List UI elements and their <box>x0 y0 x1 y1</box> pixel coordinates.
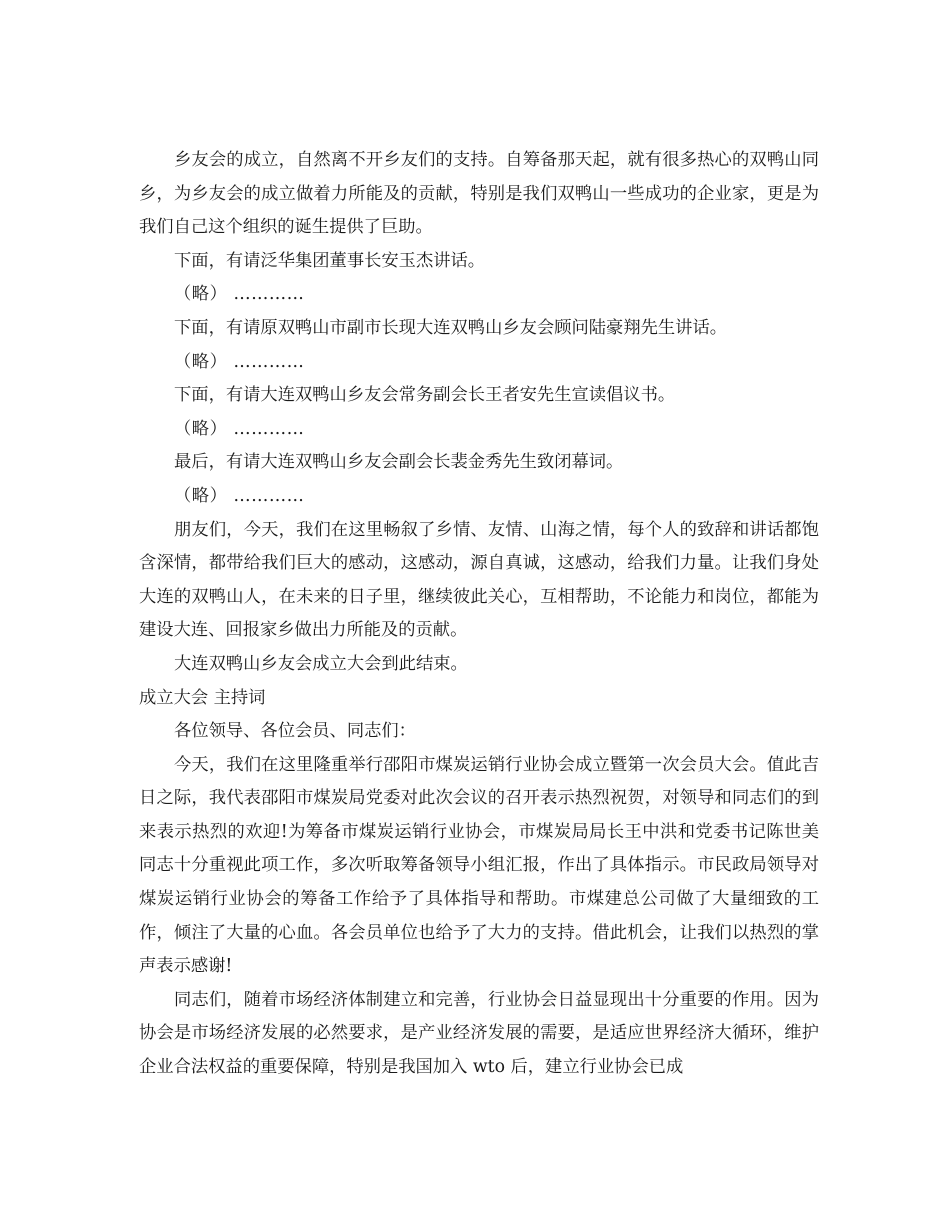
paragraph: 下面，有请原双鸭山市副市长现大连双鸭山乡友会顾问陆豪翔先生讲话。 <box>174 317 728 338</box>
paragraph: 最后，有请大连双鸭山乡友会副会长裴金秀先生致闭幕词。 <box>174 452 624 473</box>
paragraph: 今天，我们在这里隆重举行邵阳市煤炭运销行业协会成立暨第一次会员大会。值此吉日之际，我代表邵阳市煤炭局党委对此次会议的召开表示热烈祝贺，对领导和同志们的到来表示热烈的欢迎!为筹备市煤炭运销行业协会，市煤炭局局长王中洪和党委书记陈世美同志十分重视此项工作，多次听取筹备领导小组汇报，作出了具体指示。市民政局领导对煤炭运销行业协会的筹备工作给予了具体指导和帮助。市煤建总公司做了大量细致的工作，倾注了大量的心血。各会员单位也给予了大力的支持。借此机会，让我们以热烈的掌声表示感谢! <box>139 754 819 977</box>
omitted-speech: （略） ………… <box>174 284 305 305</box>
section-heading: 成立大会 主持词 <box>139 687 266 708</box>
omitted-speech: （略） ………… <box>174 418 305 439</box>
paragraph: 乡友会的成立，自然离不开乡友们的支持。自筹备那天起，就有很多热心的双鸭山同乡，为乡友会的成立做着力所能及的贡献，特别是我们双鸭山一些成功的企业家，更是为我们自己这个组织的诞生提供了巨助。 <box>139 150 819 238</box>
document-body <box>139 144 819 1085</box>
paragraph: 下面，有请泛华集团董事长安玉杰讲话。 <box>174 250 486 271</box>
paragraph: 下面，有请大连双鸭山乡友会常务副会长王者安先生宣读倡议书。 <box>174 385 676 406</box>
paragraph: 大连双鸭山乡友会成立大会到此结束。 <box>174 653 468 674</box>
salutation: 各位领导、各位会员、同志们： <box>174 721 416 742</box>
paragraph: 同志们，随着市场经济体制建立和完善，行业协会日益显现出十分重要的作用。因为协会是市场经济发展的必然要求，是产业经济发展的需要，是适应世界经济大循环，维护企业合法权益的重要保障，特别是我国加入 wto 后，建立行业协会已成 <box>139 989 819 1078</box>
omitted-speech: （略） ………… <box>174 351 305 372</box>
omitted-speech: （略） ………… <box>174 485 305 506</box>
paragraph: 朋友们，今天，我们在这里畅叙了乡情、友情、山海之情，每个人的致辞和讲话都饱含深情，都带给我们巨大的感动，这感动，源自真诚，这感动，给我们力量。让我们身处大连的双鸭山人，在未来的日子里，继续彼此关心，互相帮助，不论能力和岗位，都能为建设大连、回报家乡做出力所能及的贡献。 <box>139 519 819 641</box>
